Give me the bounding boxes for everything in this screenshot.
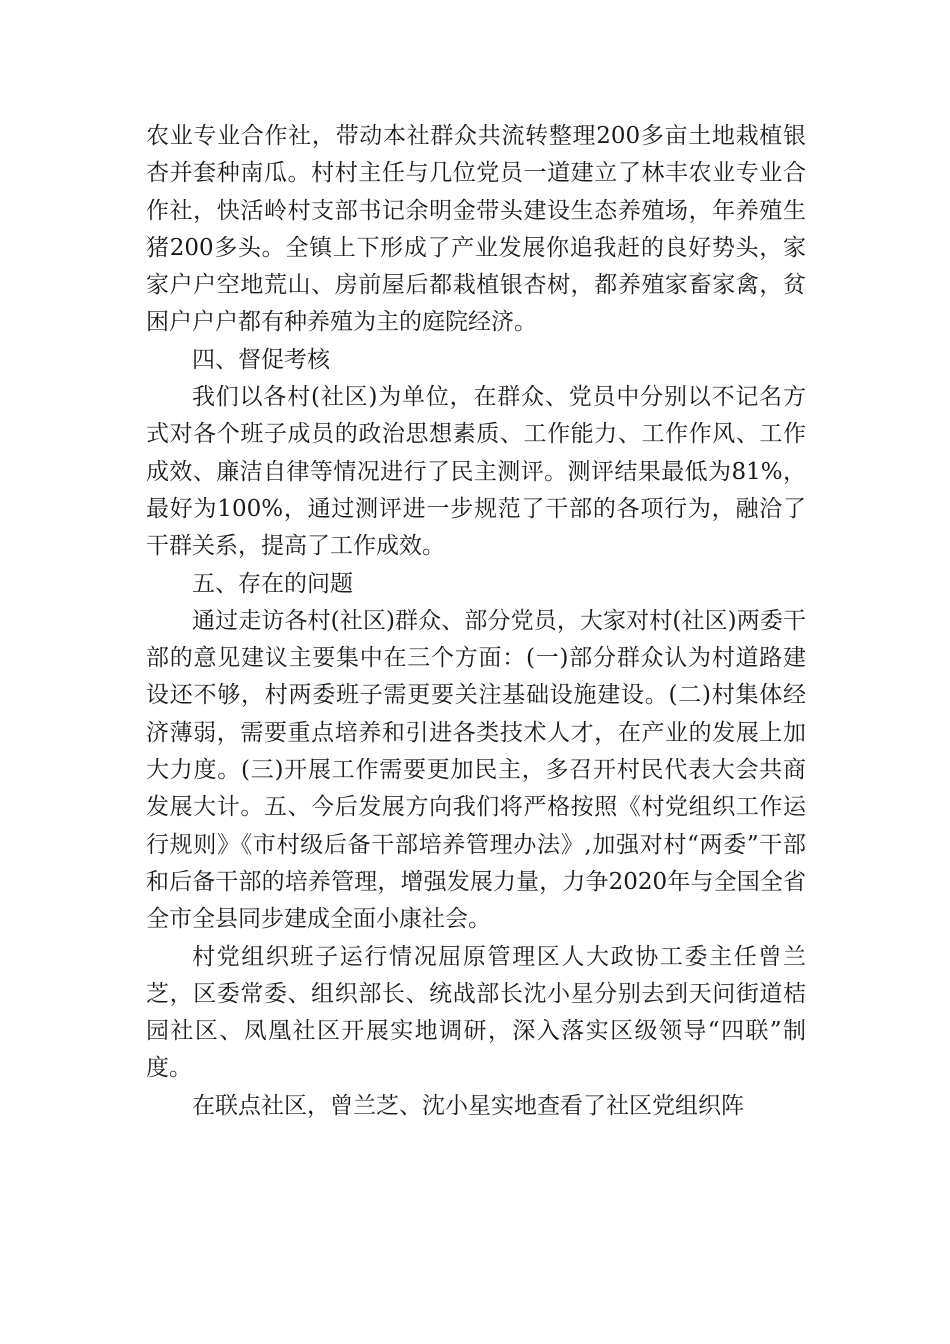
paragraph-cooperative: 农业专业合作社，带动本社群众共流转整理200多亩土地栽植银杏并套种南瓜。村村主任与几位党员一道建立了林丰农业专业合作社，快活岭村支部书记余明金带头建设生态养殖场，年养殖生猪200多头。全镇上下形成了产业发展你追我赶的良好势头，家家户户空地荒山、房前屋后都栽植银杏树，都养殖家畜家禽，贫困户户户都有种养殖为主的庭院经济。 [146,123,806,336]
paragraph-research: 村党组织班子运行情况屈原管理区人大政协工委主任曾兰芝，区委常委、组织部长、统战部长沈小星分别去到天问街道桔园社区、凤凰社区开展实地调研，深入落实区级领导“四联”制度。 [146,943,806,1082]
heading-supervision: 四、督促考核 [192,346,330,373]
paragraph-problems: 通过走访各村(社区)群众、部分党员，大家对村(社区)两委干部的意见建议主要集中在三个方面：(一)部分群众认为村道路建设还不够，村两委班子需更要关注基础设施建设。(二)村集体经济薄弱，需要重点培养和引进各类技术人才，在产业的发展上加大力度。(三)开展工作需要更加民主，多召开村民代表大会共商发展大计。五、今后发展方向我们将严格按照《村党组织工作运行规则》《市村级后备干部培养管理办法》,加强对村“两委”干部和后备干部的培养管理，增强发展力量，力争2020年与全国全省全市全县同步建成全面小康社会。 [146,607,806,933]
paragraph-evaluation: 我们以各村(社区)为单位，在群众、党员中分别以不记名方式对各个班子成员的政治思想素质、工作能力、工作作风、工作成效、廉洁自律等情况进行了民主测评。测评结果最低为81%，最好为100%，通过测评进一步规范了干部的各项行为，融洽了干群关系，提高了工作成效。 [146,384,806,560]
document-page [146,118,806,1125]
heading-problems: 五、存在的问题 [192,570,353,597]
paragraph-community: 在联点社区，曾兰芝、沈小星实地查看了社区党组织阵 [192,1092,744,1119]
